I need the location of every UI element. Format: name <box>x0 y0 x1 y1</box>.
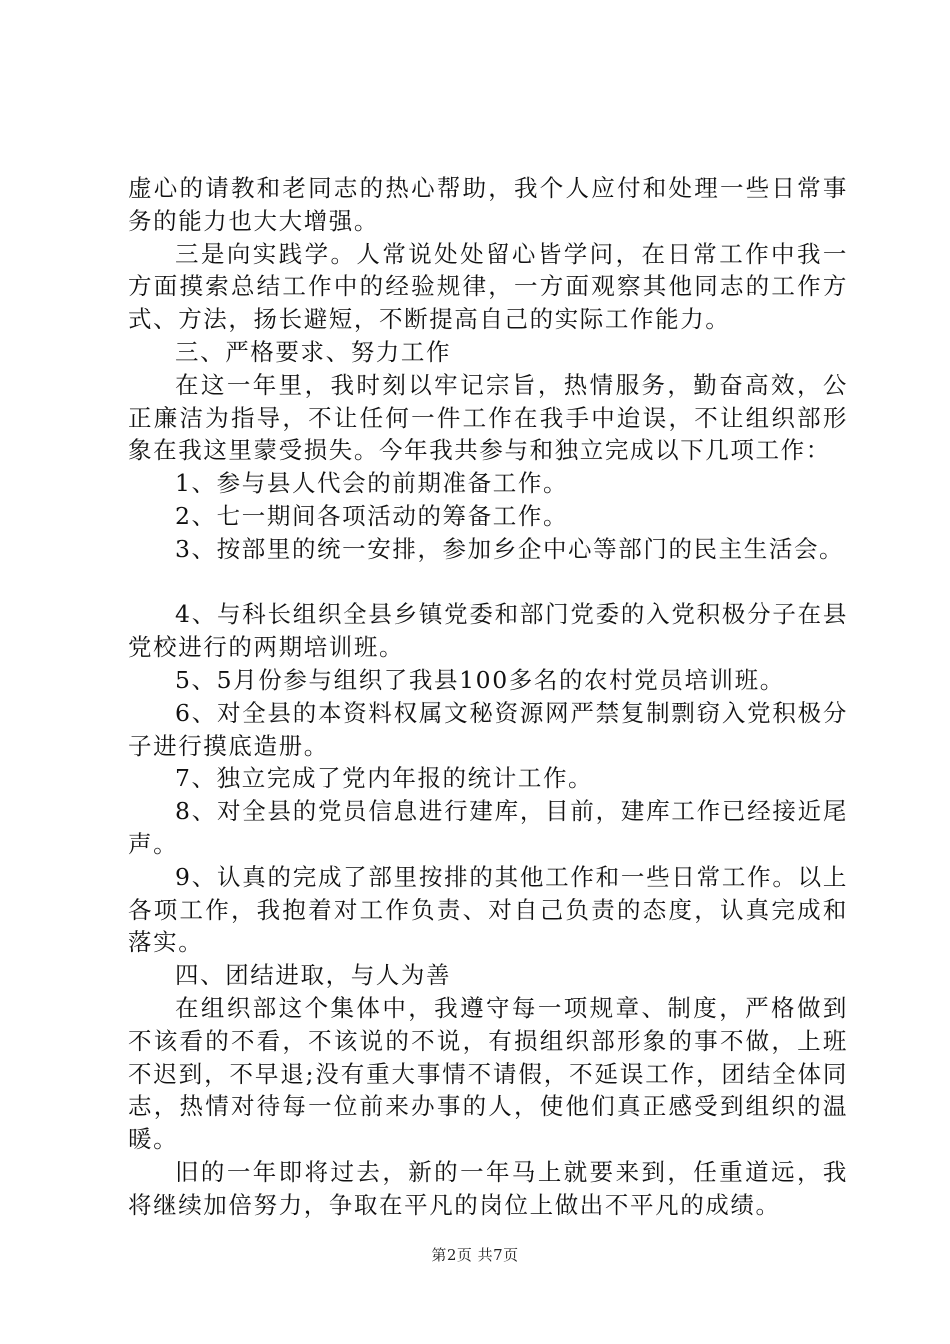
paragraph: 三是向实践学。人常说处处留心皆学问，在日常工作中我一方面摸索总结工作中的经验规律，一方面观察其他同志的工作方式、方法，扬长避短，不断提高自己的实际工作能力。 <box>128 239 848 334</box>
list-item: 3、按部里的统一安排，参加乡企中心等部门的民主生活会。 <box>175 534 845 563</box>
list-item: 7、独立完成了党内年报的统计工作。 <box>175 764 594 793</box>
paragraph: 虚心的请教和老同志的热心帮助，我个人应付和处理一些日常事务的能力也大大增强。 <box>128 174 848 235</box>
list-item: 6、对全县的本资料权属文秘资源网严禁复制剽窃入党积极分子进行摸底造册。 <box>128 698 848 760</box>
section-heading: 四、团结进取，与人为善 <box>175 961 452 990</box>
section-heading: 三、严格要求、努力工作 <box>175 337 452 366</box>
paragraph: 在组织部这个集体中，我遵守每一项规章、制度，严格做到不该看的不看，不该说的不说，有损组织部形象的事不做，上班不迟到，不早退;没有重大事情不请假，不延误工作，团结全体同志，热情对待每一位前来办事的人，使他们真正感受到组织的温暖。 <box>128 993 848 1154</box>
list-item: 9、认真的完成了部里按排的其他工作和一些日常工作。以上各项工作，我抱着对工作负责、对自己负责的态度，认真完成和落实。 <box>128 862 848 957</box>
paragraph: 旧的一年即将过去，新的一年马上就要来到，任重道远，我将继续加倍努力，争取在平凡的岗位上做出不平凡的成绩。 <box>128 1157 848 1219</box>
list-item: 5、5月份参与组织了我县100多名的农村党员培训班。 <box>175 665 785 694</box>
paragraph: 在这一年里，我时刻以牢记宗旨，热情服务，勤奋高效，公正廉洁为指导，不让任何一件工作在我手中迨误，不让组织部形象在我这里蒙受损失。今年我共参与和独立完成以下几项工作： <box>128 370 848 465</box>
page-number-footer: 第2页 共7页 <box>431 1246 519 1264</box>
list-item: 2、七一期间各项活动的筹备工作。 <box>175 501 569 530</box>
document-body <box>128 172 848 1222</box>
list-item: 4、与科长组织全县乡镇党委和部门党委的入党积极分子在县党校进行的两期培训班。 <box>128 600 848 662</box>
list-item: 1、参与县人代会的前期准备工作。 <box>175 469 569 498</box>
list-item: 8、对全县的党员信息进行建库，目前，建库工作已经接近尾声。 <box>128 797 848 858</box>
